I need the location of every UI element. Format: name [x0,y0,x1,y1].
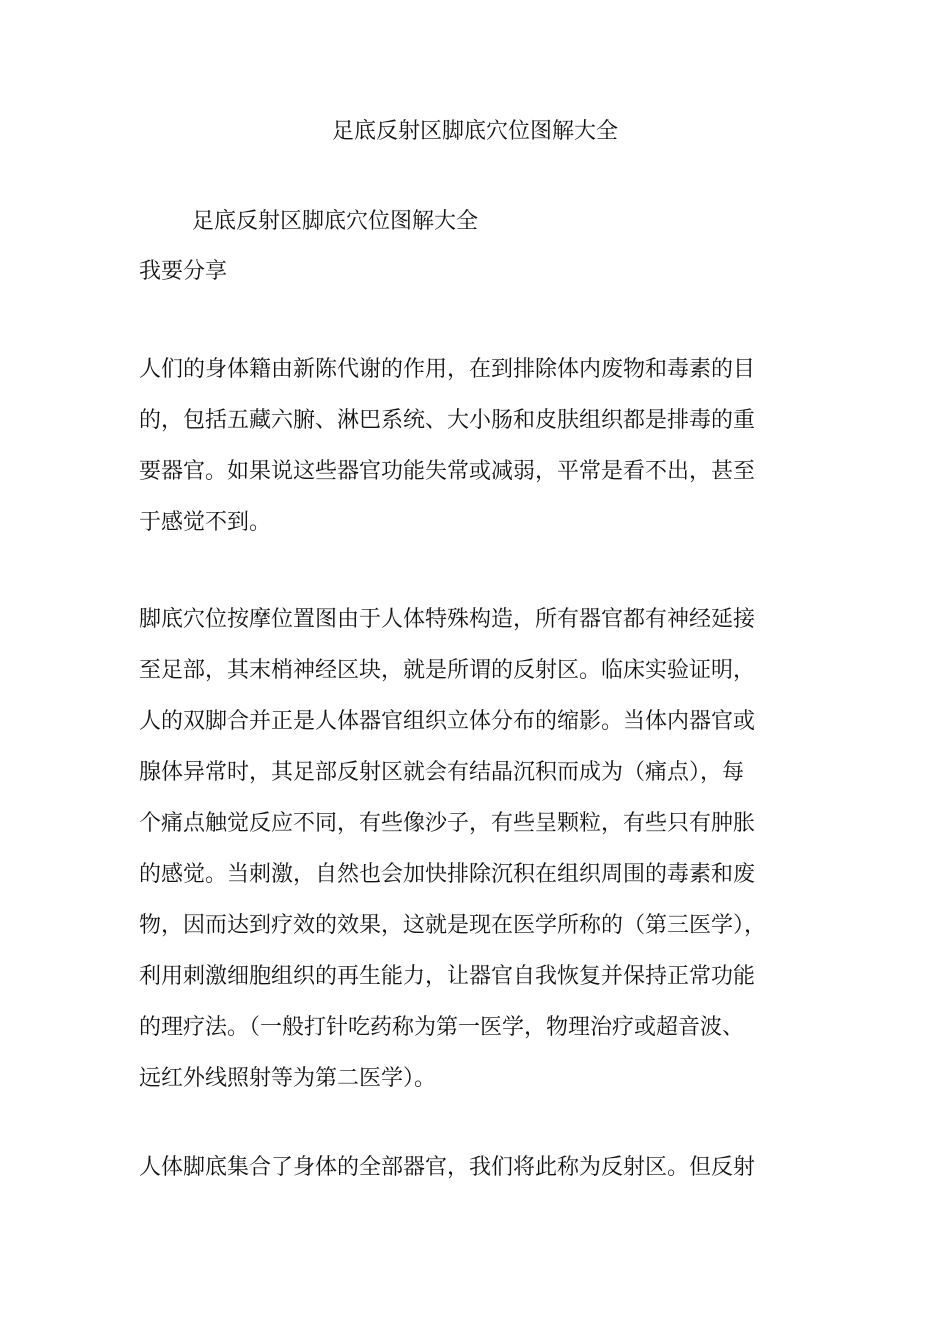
paragraph-3 [139,1142,755,1193]
paragraph-line: 的，包括五藏六腑、淋巴系统、大小肠和皮肤组织都是排毒的重 [139,408,756,433]
paragraph-line: 脚底穴位按摩位置图由于人体特殊构造，所有器官都有神经延接 [139,607,756,632]
paragraph-2 [139,594,766,1104]
share-text: 我要分享 [139,259,228,284]
paragraph-line: 人体脚底集合了身体的全部器官，我们将此称为反射区。但反射 [139,1155,756,1180]
paragraph-line: 腺体异常时，其足部反射区就会有结晶沉积而成为（痛点），每 [139,760,745,785]
paragraph-line: 人们的身体籍由新陈代谢的作用，在到排除体内废物和毒素的目 [139,357,756,382]
paragraph-line: 物，因而达到疗效的效果，这就是现在医学所称的（第三医学）， [139,913,767,938]
document-subtitle: 足底反射区脚底穴位图解大全 [192,209,479,234]
paragraph-line: 要器官。如果说这些器官功能失常或减弱，平常是看不出，甚至 [139,459,756,484]
paragraph-line: 利用刺激细胞组织的再生能力，让器官自我恢复并保持正常功能 [139,964,756,989]
document-title: 足底反射区脚底穴位图解大全 [331,119,618,144]
paragraph-line: 的理疗法。（一般打针吃药称为第一医学，物理治疗或超音波、 [139,1015,745,1040]
paragraph-1 [139,344,755,548]
paragraph-line: 个痛点触觉反应不同，有些像沙子，有些呈颗粒，有些只有肿胀 [139,811,756,836]
paragraph-line: 至足部，其末梢神经区块，就是所谓的反射区。临床实验证明， [139,658,756,683]
paragraph-line: 的感觉。当刺激，自然也会加快排除沉积在组织周围的毒素和废 [139,862,756,887]
paragraph-line: 于感觉不到。 [139,510,272,535]
paragraph-line: 人的双脚合并正是人体器官组织立体分布的缩影。当体内器官或 [139,709,756,734]
paragraph-line: 远红外线照射等为第二医学）。 [139,1066,437,1091]
